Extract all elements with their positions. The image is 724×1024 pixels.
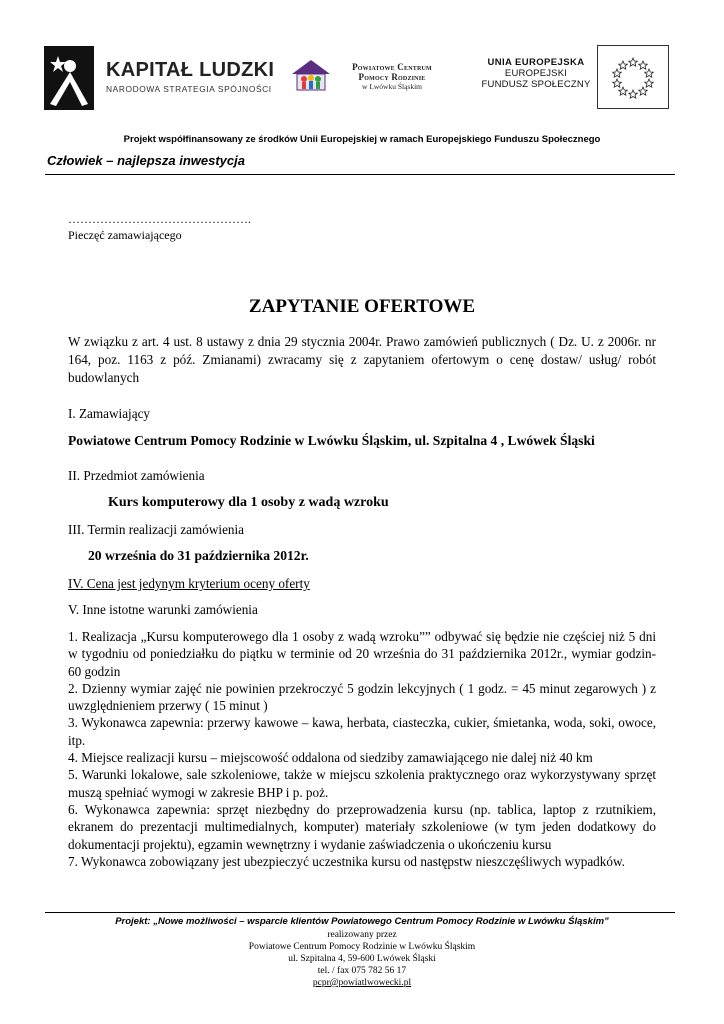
- footer-line-4: tel. / fax 075 782 56 17: [317, 966, 407, 976]
- footer-email-link[interactable]: pcpr@powiatlwowecki.pl: [312, 978, 412, 988]
- slogan: Człowiek – najlepsza inwestycja: [47, 153, 245, 168]
- section-2-value: Kurs komputerowy dla 1 osoby z wadą wzroku: [108, 495, 389, 510]
- kapital-ludzki-logo: [40, 42, 275, 114]
- eu-logo: [480, 45, 670, 111]
- section-5-heading: V. Inne istotne warunki zamówienia: [68, 602, 258, 617]
- kapital-ludzki-subtitle: NARODOWA STRATEGIA SPÓJNOŚCI: [106, 84, 272, 94]
- condition-item: 5. Warunki lokalowe, sale szkoleniowe, także w miejscu szkolenia praktycznego oraz wykorzystywany sprzęt muszą spełniać wymogi w zakresie BHP i p. poż.: [68, 767, 656, 800]
- condition-item: 3. Wykonawca zapewnia: przerwy kawowe – kawa, herbata, ciasteczka, cukier, śmietanka, woda, soki, owoce, itp.: [68, 715, 656, 748]
- stamp-label: Pieczęć zamawiającego: [68, 228, 182, 242]
- pcpr-line-1: Powiatowe Centrum: [352, 62, 432, 72]
- pcpr-logo: [290, 58, 460, 98]
- section-2-heading: II. Przedmiot zamówienia: [68, 468, 205, 483]
- footer-line-3: ul. Szpitalna 4, 59-600 Lwówek Śląski: [288, 954, 436, 964]
- condition-item: 2. Dzienny wymiar zajęć nie powinien przekroczyć 5 godzin lekcyjnych ( 1 godz. = 45 minut zegarowych ) z uwzględnieniem przerwy ( 15 minut ): [68, 680, 656, 714]
- condition-item: 1. Realizacja „Kursu komputerowego dla 1 osoby z wadą wzroku”” odbywać się będzie nie częściej niż 5 dni w tygodniu od poniedziałku do piątku w terminie od 20 września do 31 października 2012r., wymiar godzin- 60 godzin: [68, 629, 656, 679]
- kapital-ludzki-title: KAPITAŁ LUDZKI: [106, 59, 275, 81]
- section-1-heading: I. Zamawiający: [68, 406, 151, 421]
- house-family-icon: [290, 58, 332, 92]
- condition-item: 4. Miejsce realizacji kursu – miejscowość oddalona od siedziby zamawiającego nie dalej niż 40 km: [68, 750, 593, 766]
- eu-flag-icon: [597, 45, 669, 109]
- pcpr-line-2: Pomocy Rodzinie: [358, 72, 426, 82]
- condition-item: 6. Wykonawca zapewnia: sprzęt niezbędny do przeprowadzenia kursu (np. tablica, laptop z rzutnikiem, ekranem do prezentacji multimedialnych, komputer) materiały szkoleniowe (w tym jeden dodatkowy do dokumentacji projektu), egzamin wewnętrzny i wydanie zaświadczenia o ukończeniu kursu: [68, 801, 656, 852]
- intro-paragraph: W związku z art. 4 ust. 8 ustawy z dnia 29 stycznia 2004r. Prawo zamówień publicznych ( Dz. U. z 2006r. nr 164, poz. 1163 z póź. Zmianami) zwracamy się z zapytaniem ofertowym o cenę dostaw/ usług/ robót budowlanych: [68, 334, 656, 385]
- footer-line-1: realizowany przez: [327, 930, 397, 940]
- footer-project-title: Projekt: „Nowe możliwości – wsparcie klientów Powiatowego Centrum Pomocy Rodzinie w Lwówku Śląskim”: [115, 916, 609, 927]
- cofinance-note: Projekt współfinansowany ze środków Unii Europejskiej w ramach Europejskiego Funduszu Społecznego: [123, 134, 601, 145]
- section-4-heading: IV. Cena jest jedynym kryterium oceny oferty: [68, 576, 310, 591]
- pcpr-line-3: w Lwówku Śląskim: [362, 82, 422, 91]
- eu-line-1: UNIA EUROPEJSKA: [487, 57, 585, 68]
- conditions-list: [68, 628, 656, 870]
- document-title: ZAPYTANIE OFERTOWE: [248, 296, 476, 317]
- eu-line-3: FUNDUSZ SPOŁECZNY: [481, 79, 591, 90]
- section-1-value: Powiatowe Centrum Pomocy Rodzinie w Lwówku Śląskim, ul. Szpitalna 4 , Lwówek Śląski: [68, 433, 595, 448]
- header-divider: [45, 174, 675, 175]
- eu-line-2: EUROPEJSKI: [504, 68, 568, 79]
- footer-divider: [45, 912, 675, 913]
- kapital-ludzki-emblem-icon: [40, 46, 98, 110]
- section-3-heading: III. Termin realizacji zamówienia: [68, 522, 245, 537]
- condition-item: 7. Wykonawca zobowiązany jest ubezpieczyć uczestnika kursu od następstw nieszczęśliwych wypadków.: [68, 853, 625, 869]
- section-3-value: 20 września do 31 października 2012r.: [88, 548, 309, 563]
- footer-line-2: Powiatowe Centrum Pomocy Rodzinie w Lwówku Śląskim: [248, 942, 476, 952]
- stamp-dots: ……………………………………….: [68, 212, 251, 226]
